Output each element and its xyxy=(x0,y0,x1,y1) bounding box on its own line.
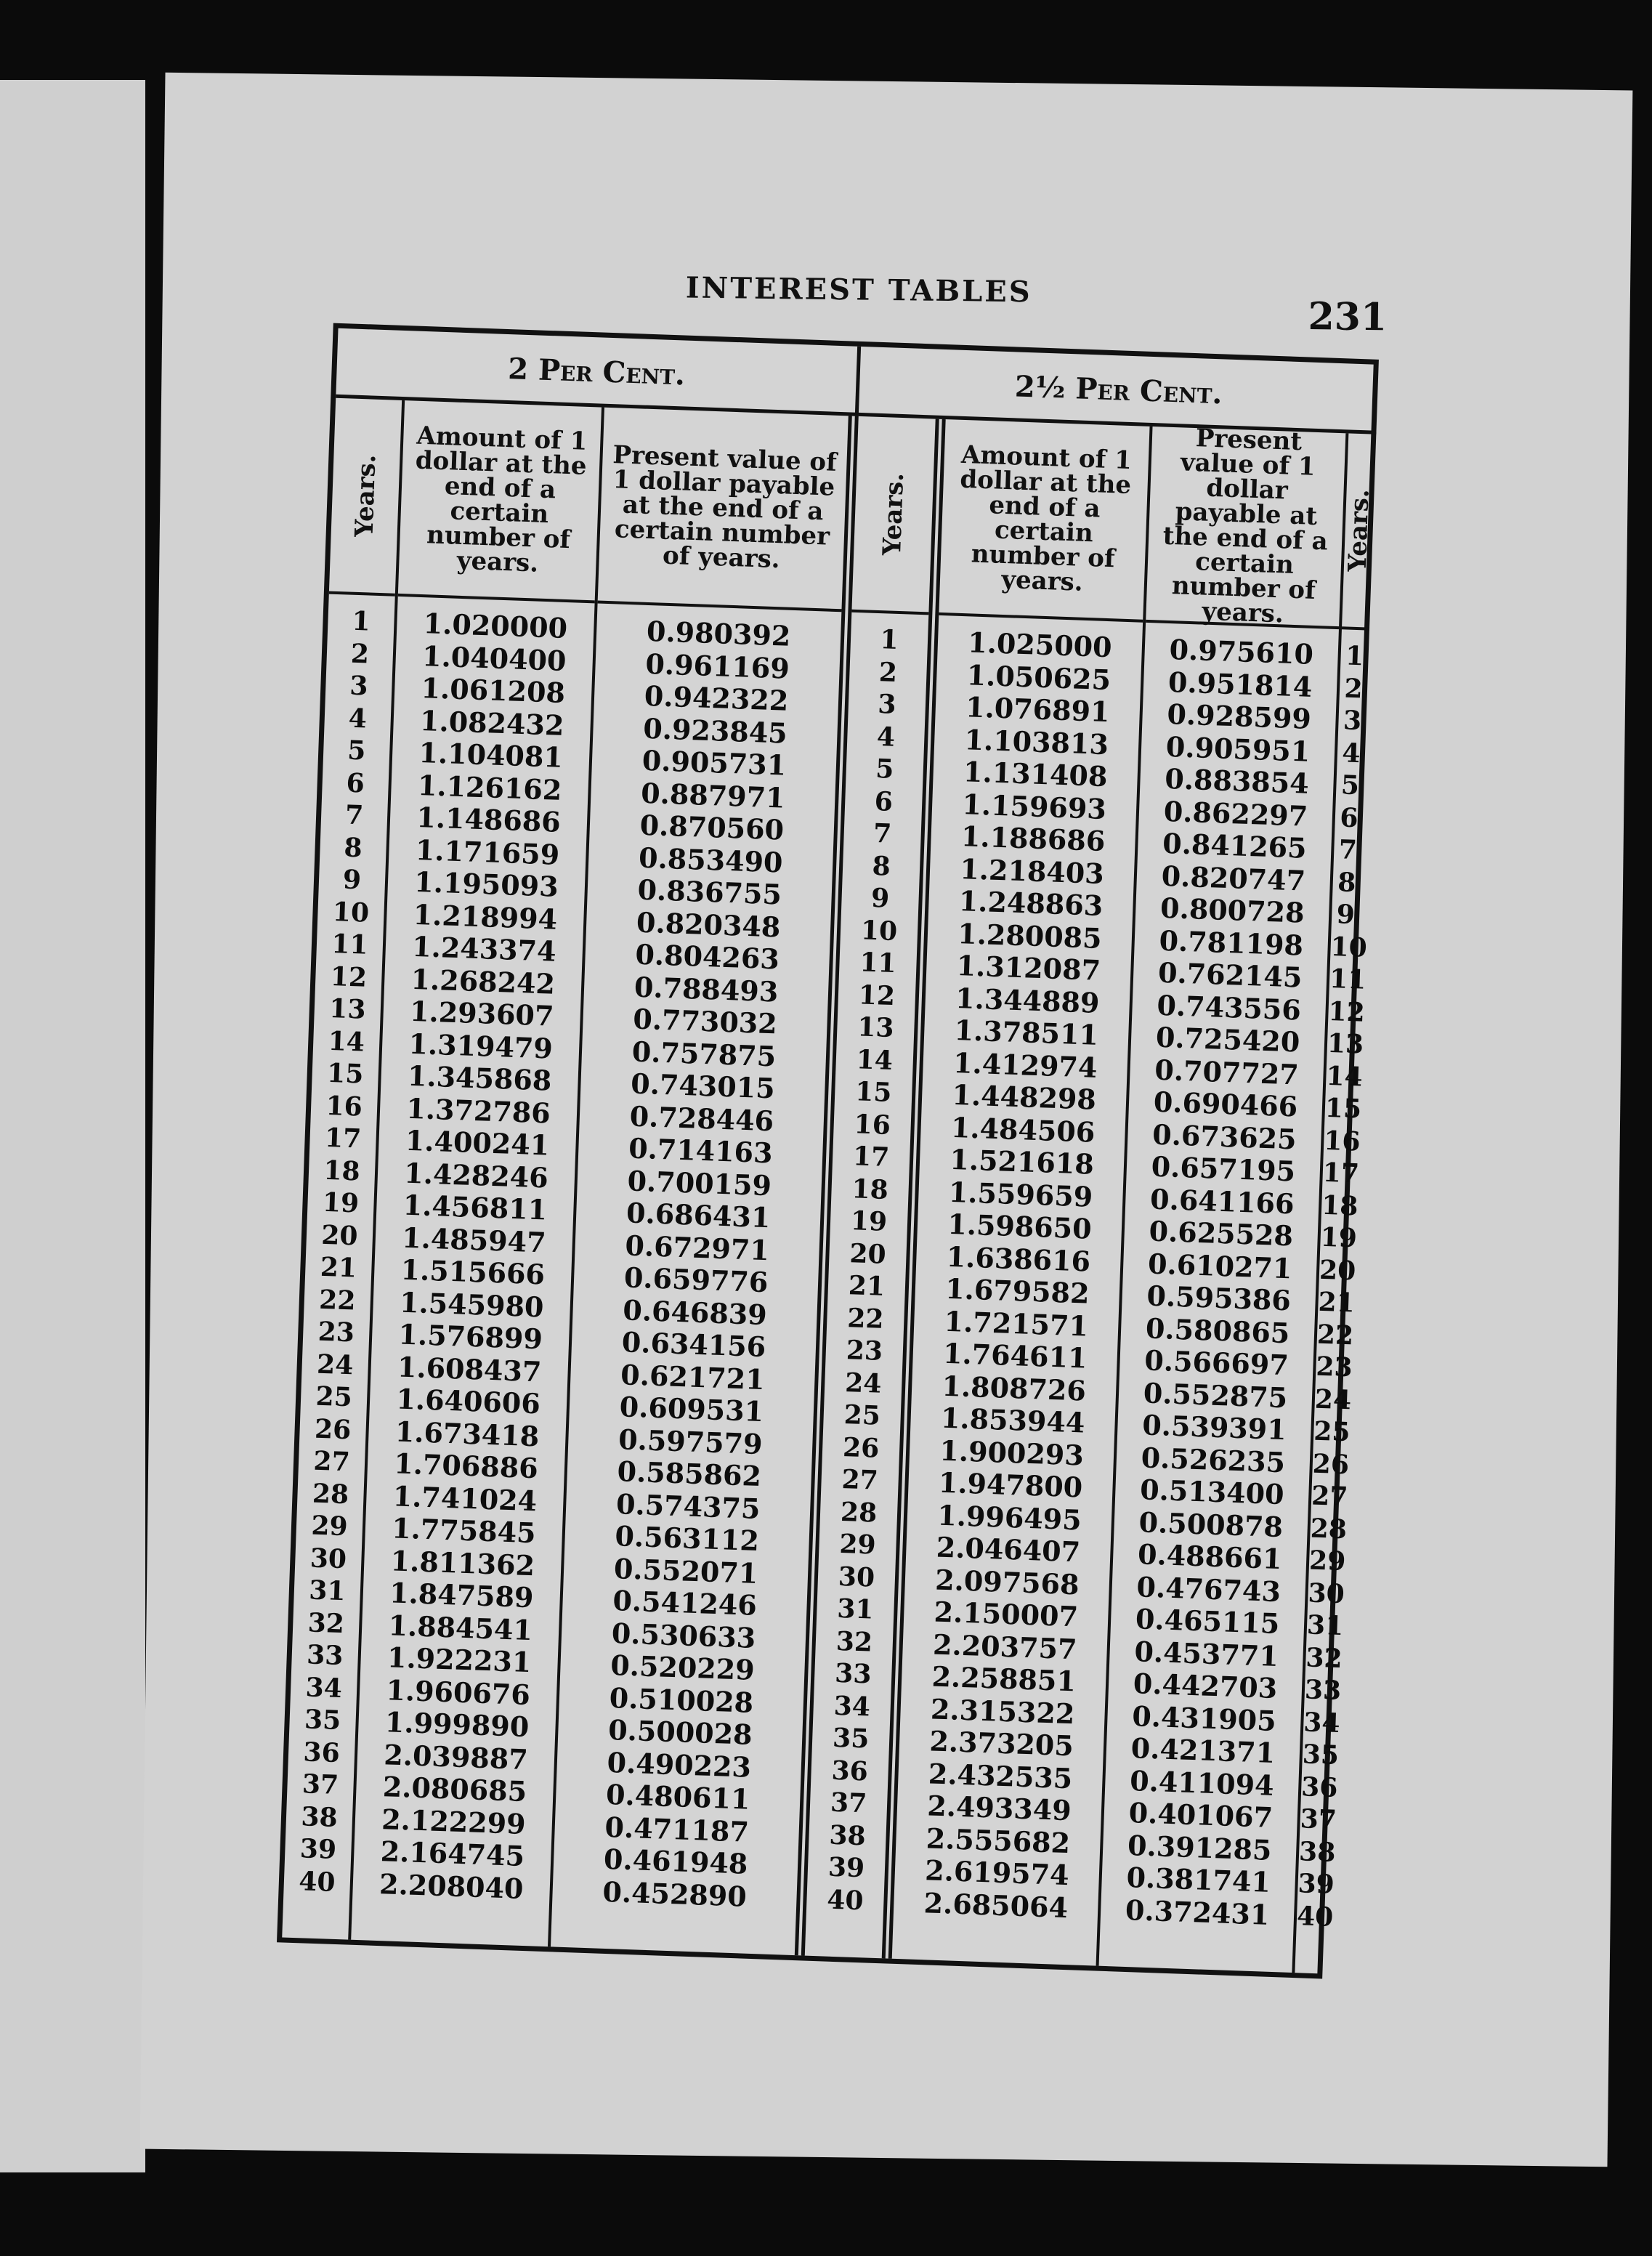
year-cell: 22 xyxy=(846,1302,885,1335)
present-value-cell: 0.541246 xyxy=(612,1584,758,1622)
present-value-cell: 0.411094 xyxy=(1129,1763,1275,1802)
year-cell: 3 xyxy=(1343,705,1362,737)
amount-cell: 2.097568 xyxy=(934,1563,1080,1601)
present-value-cell: 0.552071 xyxy=(613,1551,759,1590)
year-cell: 22 xyxy=(1316,1319,1354,1351)
present-value-cell: 0.700159 xyxy=(626,1163,772,1202)
amount-cell: 1.268242 xyxy=(410,962,556,1000)
amount-cell: 2.493349 xyxy=(926,1789,1072,1827)
year-cell: 21 xyxy=(848,1270,886,1302)
year-cell: 35 xyxy=(832,1722,870,1755)
amount-cell: 2.619574 xyxy=(924,1853,1070,1892)
year-cell: 14 xyxy=(1325,1060,1364,1093)
amount-cell: 1.195093 xyxy=(413,865,559,903)
present-value-cell: 0.673625 xyxy=(1151,1117,1297,1156)
year-cell: 39 xyxy=(299,1833,337,1865)
present-value-cell: 0.788493 xyxy=(633,970,780,1008)
year-cell: 32 xyxy=(307,1606,345,1639)
present-value-cell: 0.853490 xyxy=(638,841,784,879)
year-cell: 7 xyxy=(872,817,893,849)
year-cell: 39 xyxy=(827,1851,865,1884)
amount-cell: 1.345868 xyxy=(407,1059,553,1097)
present-value-cell: 0.634156 xyxy=(621,1325,766,1364)
amount-cell: 1.076891 xyxy=(965,690,1111,729)
year-cell: 8 xyxy=(343,832,363,863)
amount-cell: 1.485947 xyxy=(401,1221,547,1259)
year-cell: 12 xyxy=(330,961,368,993)
amount-cell: 1.811362 xyxy=(389,1543,535,1582)
present-value-cell: 0.480611 xyxy=(605,1777,751,1816)
present-value-cell: 0.488661 xyxy=(1137,1537,1283,1576)
amount-cell: 2.039887 xyxy=(383,1737,529,1776)
year-cell: 9 xyxy=(870,882,890,914)
year-cell: 27 xyxy=(1311,1480,1349,1513)
years-header: Years. xyxy=(851,416,935,615)
amount-cell: 1.020000 xyxy=(423,607,568,645)
amount-cell: 2.315322 xyxy=(930,1691,1076,1730)
amount-cell: 2.373205 xyxy=(928,1724,1074,1763)
amount-cell: 1.456811 xyxy=(402,1188,548,1226)
present-value-cell: 0.372431 xyxy=(1125,1893,1271,1931)
amount-cell: 1.638616 xyxy=(946,1240,1091,1278)
year-cell: 31 xyxy=(836,1593,875,1625)
year-cell: 4 xyxy=(1341,737,1361,769)
present-value-cell: 0.862297 xyxy=(1163,794,1308,833)
amount-cell: 1.764611 xyxy=(942,1336,1088,1375)
year-cell: 5 xyxy=(347,735,367,767)
year-cell: 25 xyxy=(843,1399,881,1431)
present-value-cell: 0.597579 xyxy=(618,1422,764,1460)
amount-cell: 1.104081 xyxy=(418,736,564,774)
amount-cell: 1.448298 xyxy=(951,1078,1097,1116)
amount-cell: 1.741024 xyxy=(392,1479,538,1517)
years-header: Years. xyxy=(329,398,402,597)
present-value-cell: 0.836755 xyxy=(636,873,782,911)
year-cell: 4 xyxy=(348,703,368,734)
year-cell: 38 xyxy=(300,1800,339,1833)
year-cell: 18 xyxy=(323,1155,361,1187)
present-value-cell: 0.870560 xyxy=(639,808,785,846)
present-value-cell: 0.743556 xyxy=(1156,988,1302,1027)
amount-cell: 1.171659 xyxy=(415,833,560,871)
amount-cell: 1.218994 xyxy=(413,897,558,936)
amount-cell: 1.131408 xyxy=(963,755,1109,793)
year-cell: 17 xyxy=(852,1141,890,1173)
present-value-cell: 0.686431 xyxy=(625,1196,772,1234)
page-number: 231 xyxy=(1308,294,1388,340)
amount-cell: 2.432535 xyxy=(928,1756,1073,1795)
year-cell: 15 xyxy=(1324,1092,1362,1125)
present-value-cell: 0.453771 xyxy=(1133,1634,1279,1673)
present-value-cell: 0.743015 xyxy=(630,1067,776,1105)
amount-cell: 1.559659 xyxy=(948,1175,1093,1213)
present-value-cell: 0.401067 xyxy=(1128,1796,1274,1834)
present-value-cell: 0.961169 xyxy=(644,647,790,685)
year-cell: 16 xyxy=(1323,1125,1361,1157)
present-value-cell: 0.476743 xyxy=(1135,1569,1281,1608)
amount-cell: 2.046407 xyxy=(936,1530,1081,1569)
present-value-cell: 0.510028 xyxy=(609,1681,754,1719)
present-value-cell: 0.452890 xyxy=(602,1875,748,1913)
amount-cell: 1.025000 xyxy=(967,626,1113,664)
present-value-cell: 0.646839 xyxy=(622,1293,768,1331)
year-cell: 35 xyxy=(304,1704,341,1737)
year-cell: 40 xyxy=(298,1865,336,1898)
year-cell: 28 xyxy=(312,1478,349,1510)
amount-cell: 1.808726 xyxy=(941,1369,1087,1407)
present-value-cell: 0.928599 xyxy=(1166,697,1312,735)
year-cell: 10 xyxy=(1329,931,1368,963)
present-value-cell: 0.580865 xyxy=(1145,1311,1291,1349)
amount-cell: 1.679582 xyxy=(944,1271,1090,1310)
present-value-cell: 0.951814 xyxy=(1167,665,1313,703)
year-cell: 6 xyxy=(1339,801,1359,833)
year-cell: 7 xyxy=(344,799,364,831)
year-cell: 32 xyxy=(1305,1641,1343,1674)
present-value-cell: 0.707727 xyxy=(1154,1053,1300,1091)
present-value-cell: 0.887971 xyxy=(640,776,786,814)
present-value-cell: 0.442703 xyxy=(1133,1667,1278,1705)
year-cell: 19 xyxy=(322,1186,360,1219)
year-cell: 18 xyxy=(1321,1189,1359,1222)
year-cell: 17 xyxy=(324,1122,362,1155)
year-cell: 30 xyxy=(838,1561,875,1593)
present-value-cell: 0.725420 xyxy=(1155,1020,1301,1059)
amount-cell: 2.080685 xyxy=(382,1770,527,1808)
amount-cell: 1.061208 xyxy=(420,671,566,710)
present-value-cell: 0.942322 xyxy=(644,679,790,717)
amount-cell: 1.960676 xyxy=(385,1673,531,1711)
amount-cell: 1.159693 xyxy=(961,787,1107,825)
year-cell: 6 xyxy=(874,785,894,817)
year-cell: 2 xyxy=(350,638,370,670)
year-cell: 25 xyxy=(315,1380,353,1413)
present-value-cell: 0.563112 xyxy=(614,1519,760,1558)
amount-cell: 1.293607 xyxy=(409,994,555,1032)
amount-cell: 1.484506 xyxy=(950,1110,1096,1149)
amount-cell: 1.884541 xyxy=(387,1608,533,1646)
year-cell: 15 xyxy=(854,1076,893,1109)
interest-table xyxy=(277,323,1379,1979)
year-cell: 28 xyxy=(1310,1513,1348,1545)
amount-cell: 1.400241 xyxy=(405,1123,550,1162)
present-value-cell: 0.728446 xyxy=(629,1099,774,1137)
present-value-cell: 0.431905 xyxy=(1131,1699,1277,1737)
present-value-cell: 0.585862 xyxy=(616,1455,762,1493)
year-cell: 32 xyxy=(835,1625,873,1658)
year-cell: 24 xyxy=(1314,1383,1352,1415)
year-cell: 38 xyxy=(828,1819,867,1851)
year-cell: 15 xyxy=(326,1057,365,1090)
amount-cell: 1.243374 xyxy=(411,929,557,968)
year-cell: 20 xyxy=(320,1219,359,1252)
year-cell: 4 xyxy=(876,721,896,753)
amount-cell: 1.775845 xyxy=(391,1511,537,1550)
present-value-cell: 0.595386 xyxy=(1146,1279,1292,1317)
amount-cell: 1.706886 xyxy=(393,1447,539,1485)
year-cell: 33 xyxy=(834,1657,872,1690)
present-value-cell: 0.757875 xyxy=(631,1035,777,1072)
amount-cell: 1.847589 xyxy=(389,1576,535,1614)
year-cell: 34 xyxy=(833,1690,871,1723)
present-value-cell: 0.820348 xyxy=(636,905,782,944)
amount-cell: 1.148686 xyxy=(416,801,562,838)
amount-cell: 1.378511 xyxy=(953,1014,1099,1051)
year-cell: 26 xyxy=(314,1413,352,1445)
year-cell: 5 xyxy=(875,753,895,785)
present-value-cell: 0.980392 xyxy=(646,614,792,652)
amount-cell: 1.996495 xyxy=(936,1498,1082,1537)
amount-cell: 1.218403 xyxy=(959,852,1105,890)
book-page xyxy=(140,73,1633,2167)
amount-cell: 1.050625 xyxy=(966,658,1112,696)
year-cell: 31 xyxy=(1306,1609,1344,1642)
amount-cell: 1.673418 xyxy=(394,1414,540,1452)
year-cell: 13 xyxy=(328,992,367,1025)
present-value-cell: 0.500878 xyxy=(1138,1505,1284,1543)
year-cell: 2 xyxy=(878,656,898,688)
year-cell: 25 xyxy=(1313,1415,1351,1448)
year-cell: 11 xyxy=(1329,963,1366,995)
present-value-cell: 0.539391 xyxy=(1141,1408,1287,1447)
present-value-cell: 0.657195 xyxy=(1151,1149,1296,1188)
present-value-cell: 0.923845 xyxy=(642,711,788,750)
amount-cell: 1.900293 xyxy=(939,1434,1085,1472)
year-cell: 33 xyxy=(1304,1674,1342,1707)
amount-cell: 1.188686 xyxy=(960,820,1106,858)
year-cell: 19 xyxy=(1320,1221,1358,1254)
year-cell: 3 xyxy=(349,670,369,702)
present-value-cell: 0.621721 xyxy=(620,1357,766,1396)
amount-cell: 1.598650 xyxy=(947,1207,1093,1245)
amount-cell: 1.576899 xyxy=(397,1317,543,1356)
present-value-cell: 0.905731 xyxy=(641,743,787,782)
amount-cell: 2.685064 xyxy=(923,1885,1069,1924)
amount-cell: 1.640606 xyxy=(395,1382,541,1420)
year-cell: 29 xyxy=(838,1528,877,1561)
present-value-cell: 0.820747 xyxy=(1161,859,1306,897)
present-value-cell: 0.391285 xyxy=(1127,1828,1273,1867)
year-cell: 39 xyxy=(1297,1868,1335,1900)
year-cell: 37 xyxy=(301,1768,339,1801)
year-cell: 19 xyxy=(850,1205,888,1237)
years-header: Years. xyxy=(1342,433,1376,630)
year-cell: 9 xyxy=(1335,899,1356,931)
amount-cell: 1.922231 xyxy=(386,1641,533,1679)
year-cell: 3 xyxy=(877,689,897,720)
year-cell: 34 xyxy=(304,1671,343,1704)
year-cell: 37 xyxy=(1300,1803,1337,1836)
amount-cell: 1.412974 xyxy=(952,1046,1098,1084)
year-cell: 29 xyxy=(1308,1545,1347,1577)
year-cell: 38 xyxy=(1298,1835,1337,1868)
year-cell: 23 xyxy=(1315,1351,1353,1383)
amount-cell: 1.999890 xyxy=(384,1705,530,1744)
year-cell: 20 xyxy=(1319,1254,1356,1286)
year-cell: 33 xyxy=(306,1639,344,1672)
present-value-cell: 0.773032 xyxy=(632,1002,778,1040)
year-cell: 40 xyxy=(826,1884,865,1916)
present-value-cell: 0.610271 xyxy=(1147,1247,1293,1285)
amount-cell: 1.515666 xyxy=(400,1253,546,1291)
year-cell: 30 xyxy=(309,1543,347,1574)
present-value-cell: 0.513400 xyxy=(1139,1473,1285,1511)
facing-page-edge xyxy=(0,80,145,2172)
year-cell: 7 xyxy=(1338,834,1358,866)
year-cell: 9 xyxy=(342,864,362,896)
year-cell: 2 xyxy=(1343,672,1364,704)
amount-cell: 2.150007 xyxy=(933,1595,1079,1633)
present-value-cell: 0.566697 xyxy=(1143,1343,1289,1382)
present-value-header: Present value of 1 dollar payable at the end of a certain number of years. xyxy=(598,408,849,612)
year-cell: 34 xyxy=(1303,1706,1341,1739)
amount-cell: 1.248863 xyxy=(958,884,1104,923)
present-value-cell: 0.672971 xyxy=(624,1228,770,1266)
present-value-cell: 0.520229 xyxy=(610,1649,756,1686)
amount-cell: 1.040400 xyxy=(421,639,567,677)
year-cell: 36 xyxy=(1300,1771,1339,1803)
present-value-cell: 0.804263 xyxy=(634,937,780,976)
year-cell: 14 xyxy=(328,1025,365,1058)
amount-cell: 2.555682 xyxy=(926,1821,1071,1859)
year-cell: 21 xyxy=(320,1251,357,1284)
present-value-header: Present value of 1 dollar payable at the end of a certain number of years. xyxy=(1146,426,1345,629)
amount-cell: 1.545980 xyxy=(399,1285,545,1323)
year-cell: 35 xyxy=(1302,1739,1340,1771)
year-cell: 24 xyxy=(844,1367,883,1399)
amount-cell: 1.126162 xyxy=(417,768,563,806)
year-cell: 8 xyxy=(1337,866,1357,898)
amount-cell: 2.203757 xyxy=(932,1627,1078,1665)
year-cell: 17 xyxy=(1322,1157,1360,1189)
amount-header: Amount of 1 dollar at the end of a certain number of years. xyxy=(398,400,602,603)
present-value-cell: 0.500028 xyxy=(607,1713,753,1751)
year-cell: 16 xyxy=(325,1090,363,1123)
present-value-cell: 0.421371 xyxy=(1130,1731,1276,1769)
year-cell: 11 xyxy=(331,929,369,961)
year-cell: 31 xyxy=(308,1574,347,1607)
year-cell: 26 xyxy=(1312,1448,1350,1480)
amount-cell: 1.319479 xyxy=(408,1027,554,1065)
amount-cell: 1.344889 xyxy=(955,981,1101,1019)
present-value-cell: 0.975610 xyxy=(1168,633,1314,671)
amount-header: Amount of 1 dollar at the end of a certain number of years. xyxy=(939,419,1149,623)
present-value-cell: 0.609531 xyxy=(619,1390,764,1428)
present-value-cell: 0.465115 xyxy=(1135,1602,1281,1641)
year-cell: 8 xyxy=(871,850,891,882)
amount-cell: 2.164745 xyxy=(380,1835,525,1873)
amount-cell: 2.122299 xyxy=(381,1802,527,1840)
section-title-2-half-per-cent: 2½ Per Cent. xyxy=(859,347,1379,434)
year-cell: 14 xyxy=(856,1043,894,1076)
amount-cell: 1.082432 xyxy=(419,703,565,742)
present-value-cell: 0.781198 xyxy=(1158,923,1304,962)
year-cell: 28 xyxy=(840,1496,878,1529)
year-cell: 30 xyxy=(1307,1577,1345,1609)
year-cell: 22 xyxy=(318,1284,357,1316)
present-value-cell: 0.883854 xyxy=(1164,761,1310,800)
year-cell: 24 xyxy=(316,1349,355,1380)
year-cell: 26 xyxy=(842,1431,880,1464)
year-cell: 40 xyxy=(1296,1900,1334,1933)
year-cell: 10 xyxy=(860,914,898,947)
year-cell: 12 xyxy=(858,979,896,1011)
amount-cell: 1.947800 xyxy=(938,1465,1083,1504)
present-value-cell: 0.381741 xyxy=(1125,1860,1271,1899)
amount-cell: 1.312087 xyxy=(956,949,1101,987)
year-cell: 1 xyxy=(1345,640,1364,672)
year-cell: 5 xyxy=(1340,769,1360,801)
present-value-cell: 0.574375 xyxy=(615,1487,761,1525)
year-cell: 27 xyxy=(312,1445,351,1478)
amount-cell: 1.608437 xyxy=(397,1350,543,1388)
year-cell: 12 xyxy=(1327,995,1366,1028)
present-value-cell: 0.526235 xyxy=(1141,1440,1286,1479)
amount-cell: 2.208040 xyxy=(378,1867,525,1905)
present-value-cell: 0.530633 xyxy=(611,1616,756,1654)
present-value-cell: 0.552875 xyxy=(1143,1375,1288,1414)
year-cell: 1 xyxy=(879,624,899,655)
year-cell: 23 xyxy=(846,1335,883,1367)
amount-cell: 1.372786 xyxy=(405,1091,551,1130)
present-value-cell: 0.800728 xyxy=(1159,891,1305,929)
amount-cell: 1.853944 xyxy=(940,1401,1086,1439)
amount-cell: 1.721571 xyxy=(943,1304,1089,1343)
year-cell: 21 xyxy=(1317,1286,1356,1319)
year-cell: 6 xyxy=(345,767,365,799)
year-cell: 11 xyxy=(859,947,897,979)
section-title-2-per-cent: 2 Per Cent. xyxy=(336,328,861,416)
year-cell: 29 xyxy=(310,1510,349,1543)
year-cell: 10 xyxy=(332,896,370,929)
amount-cell: 1.103813 xyxy=(963,722,1109,761)
year-cell: 18 xyxy=(851,1173,889,1205)
amount-cell: 2.258851 xyxy=(931,1659,1077,1698)
present-value-cell: 0.625528 xyxy=(1148,1214,1294,1253)
year-cell: 1 xyxy=(351,605,371,637)
present-value-cell: 0.690466 xyxy=(1153,1085,1298,1123)
amount-cell: 1.521618 xyxy=(949,1142,1095,1181)
present-value-cell: 0.762145 xyxy=(1157,955,1303,994)
present-value-cell: 0.905951 xyxy=(1165,729,1311,768)
year-cell: 37 xyxy=(830,1787,867,1819)
year-cell: 36 xyxy=(302,1736,341,1768)
present-value-cell: 0.659776 xyxy=(623,1261,769,1299)
year-cell: 13 xyxy=(857,1011,895,1044)
amount-cell: 1.428246 xyxy=(403,1156,549,1194)
present-value-cell: 0.714163 xyxy=(628,1131,774,1170)
year-cell: 16 xyxy=(853,1108,891,1141)
year-cell: 23 xyxy=(317,1316,355,1349)
present-value-cell: 0.841265 xyxy=(1162,826,1308,865)
year-cell: 20 xyxy=(849,1237,887,1270)
year-cell: 36 xyxy=(830,1755,869,1787)
present-value-cell: 0.490223 xyxy=(606,1745,752,1784)
present-value-cell: 0.471187 xyxy=(604,1810,750,1848)
year-cell: 13 xyxy=(1327,1027,1364,1060)
present-value-cell: 0.461948 xyxy=(603,1842,749,1880)
amount-cell: 1.280085 xyxy=(957,916,1103,955)
present-value-cell: 0.641166 xyxy=(1149,1182,1295,1220)
year-cell: 27 xyxy=(841,1463,879,1496)
running-title: INTEREST TABLES xyxy=(685,270,1032,310)
